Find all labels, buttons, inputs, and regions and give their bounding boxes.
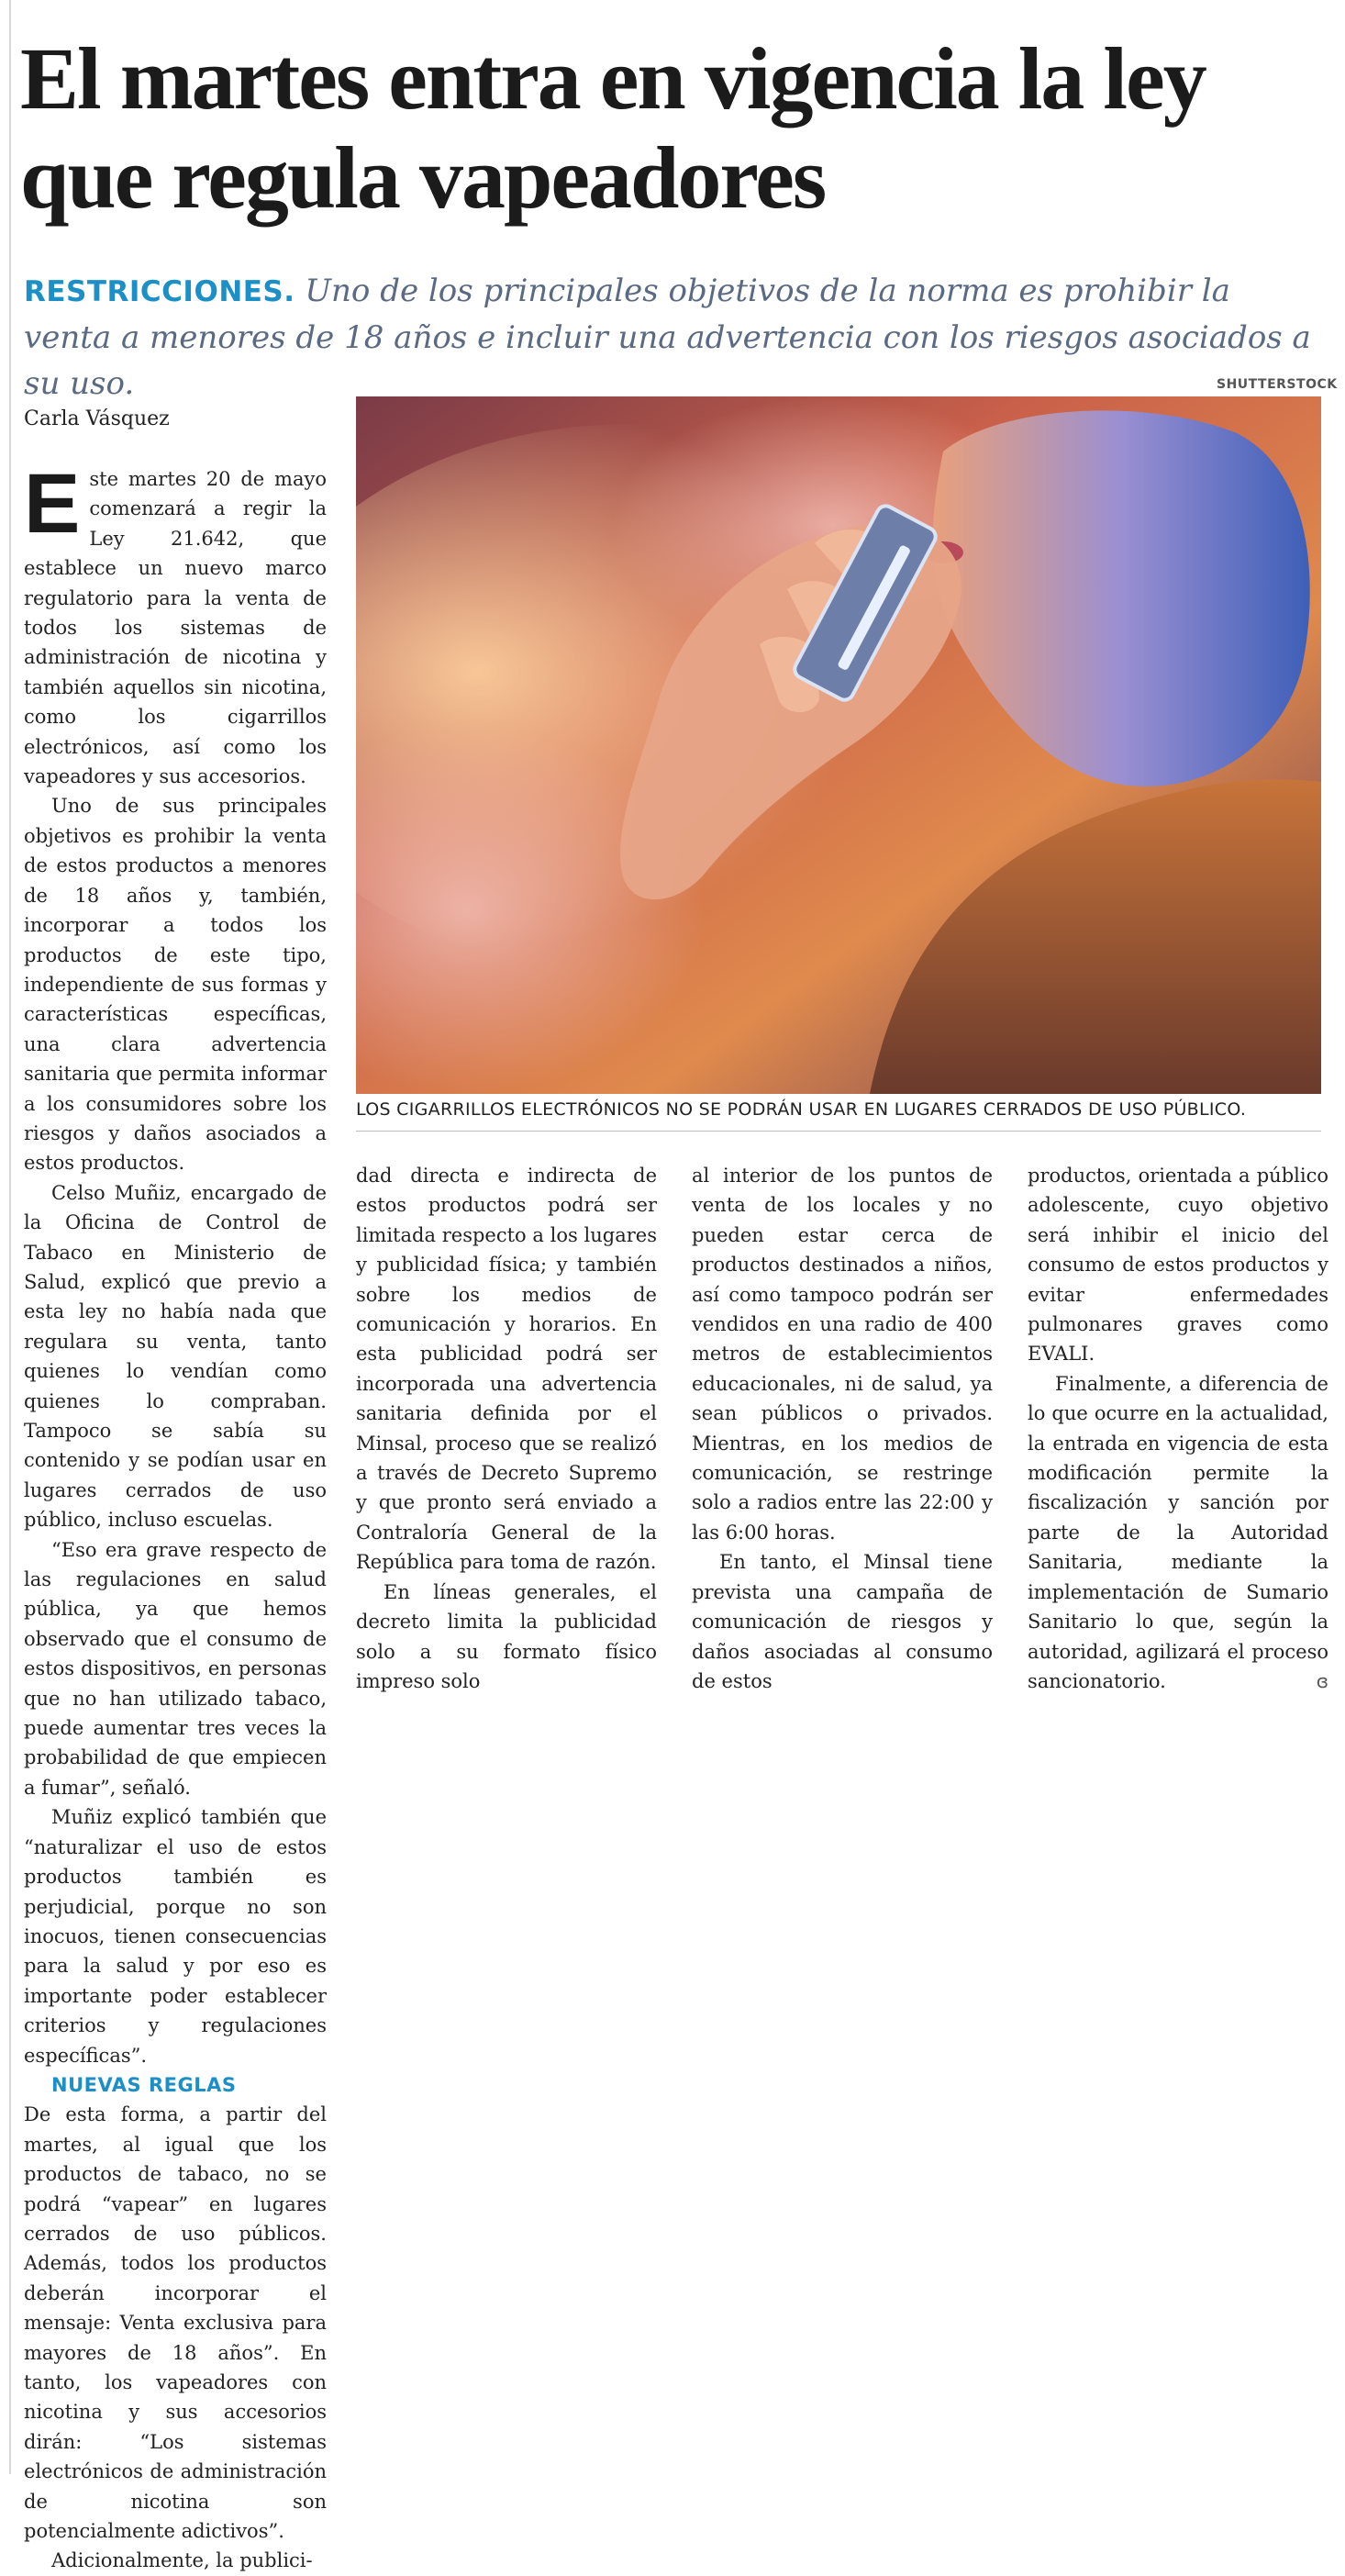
paragraph: dad directa e indirecta de estos productos podrá ser limitada respecto a los lugares y publicidad física; y también sobre los medios de comunicación y horarios. En esta publicidad podrá ser incorporada una advertencia sanitaria definida por el Minsal, proceso que se realizó a través de Decreto Supremo y que pronto será enviado a Contraloría General de la República para toma de razón. — [356, 1165, 657, 1574]
article-photo — [356, 396, 1321, 1094]
end-mark-icon: ɞ — [1316, 1669, 1328, 1692]
paragraph: “Eso era grave respecto de las regulaciones en salud pública, ya que hemos observado que el consumo de estos dispositivos, en personas que no han utilizado tabaco, puede aumentar tres veces la probabilidad de que empiecen a fumar”, señaló. — [24, 1538, 327, 1799]
vaping-person-image — [356, 396, 1321, 1094]
paragraph: productos, orientada a público adolescente, cuyo objetivo será inhibir el inicio del consumo de estos productos y evitar enfermedades pulmonares graves como EVALI. — [1028, 1165, 1328, 1366]
paragraph — [24, 457, 327, 791]
paragraph: Muñiz explicó también que “naturalizar el uso de estos productos también es perjudicial, porque no son inocuos, tienen consecuencias para la salud y por eso es importante poder establecer criterios y regulaciones específicas”. — [24, 1806, 327, 2067]
article-column-1 — [24, 457, 327, 2576]
photo-caption: LOS CIGARRILLOS ELECTRÓNICOS NO SE PODRÁN USAR EN LUGARES CERRADOS DE USO PÚBLICO. — [356, 1099, 1247, 1120]
paragraph: Uno de sus principales objetivos es prohibir la venta de estos productos a menores de 18 años y, también, incorporar a todos los productos de este tipo, independiente de sus formas y características específicas, una clara advertencia sanitaria que permita informar a los consumidores sobre los riesgos y daños asociados a estos productos. — [24, 795, 327, 1175]
article-column-2 — [356, 1161, 657, 1696]
deck — [24, 268, 1327, 407]
paragraph: De esta forma, a partir del martes, al igual que los productos de tabaco, no se podrá “vapear” en lugares cerrados de uso públicos. Además, todos los productos deberán incorporar el mensaje: Venta exclusiva para mayores de 18 años”. En tanto, los vapeadores con nicotina y sus accesorios dirán: “Los sistemas electrónicos de administración de nicotina son potencialmente adictivos”. — [24, 2103, 327, 2543]
byline: Carla Vásquez — [24, 407, 170, 430]
caption-divider — [356, 1131, 1321, 1132]
paragraph: al interior de los puntos de venta de los locales y no pueden estar cerca de productos destinados a niños, así como tampoco podrán ser vendidos en una radio de 400 metros de establecimientos educacionales, ni de salud, ya sean públicos o privados. Mientras, en los medios de comunicación, se restringe solo a radios entre las 22:00 y las 6:00 horas. — [692, 1165, 993, 1544]
article-column-4 — [1028, 1161, 1328, 1696]
headline: El martes entra en vigencia la ley que regula vapeadores — [20, 29, 1206, 227]
photo-credit: SHUTTERSTOCK — [1217, 377, 1338, 392]
article-column-3 — [692, 1161, 993, 1696]
paragraph: En tanto, el Minsal tiene prevista una campaña de comunicación de riesgos y daños asociadas al consumo de estos — [692, 1551, 993, 1692]
paragraph: En líneas generales, el decreto limita la publicidad solo a su formato físico impreso solo — [356, 1580, 657, 1692]
paragraph — [1028, 1369, 1328, 1696]
deck-text: Uno de los principales objetivos de la norma es prohibir la venta a menores de 18 años e incluir una advertencia con los riesgos asociados a su uso. — [24, 273, 1311, 402]
paragraph: Adicionalmente, la publici- — [51, 2549, 313, 2572]
drop-cap: E — [24, 457, 81, 551]
paragraph: Celso Muñiz, encargado de la Oficina de Control de Tabaco en Ministerio de Salud, explicó que previo a esta ley no había nada que regulara su venta, tanto quienes lo vendían como quienes lo compraban. Tampoco se sabía su contenido y se podían usar en lugares cerrados de uso público, incluso escuelas. — [24, 1181, 327, 1532]
deck-kicker: RESTRICCIONES. — [24, 275, 295, 308]
paragraph-text: Finalmente, a diferencia de lo que ocurre en la actualidad, la entrada en vigencia de esta modificación permite la fiscalización y sanción por parte de la Autoridad Sanitaria, mediante la implementación de Sumario Sanitario lo que, según la autoridad, agilizará el proceso sancionatorio. — [1028, 1372, 1328, 1692]
page-edge-rule — [9, 0, 11, 2474]
subhead: NUEVAS REGLAS — [51, 2073, 237, 2096]
paragraph-text: ste martes 20 de mayo comenzará a regir la Ley 21.642, que establece un nuevo marco regulatorio para la venta de todos los sistemas de administración de nicotina y también aquellos sin nicotina, como los cigarrillos electrónicos, así como los vapeadores y sus accesorios. — [24, 468, 327, 788]
